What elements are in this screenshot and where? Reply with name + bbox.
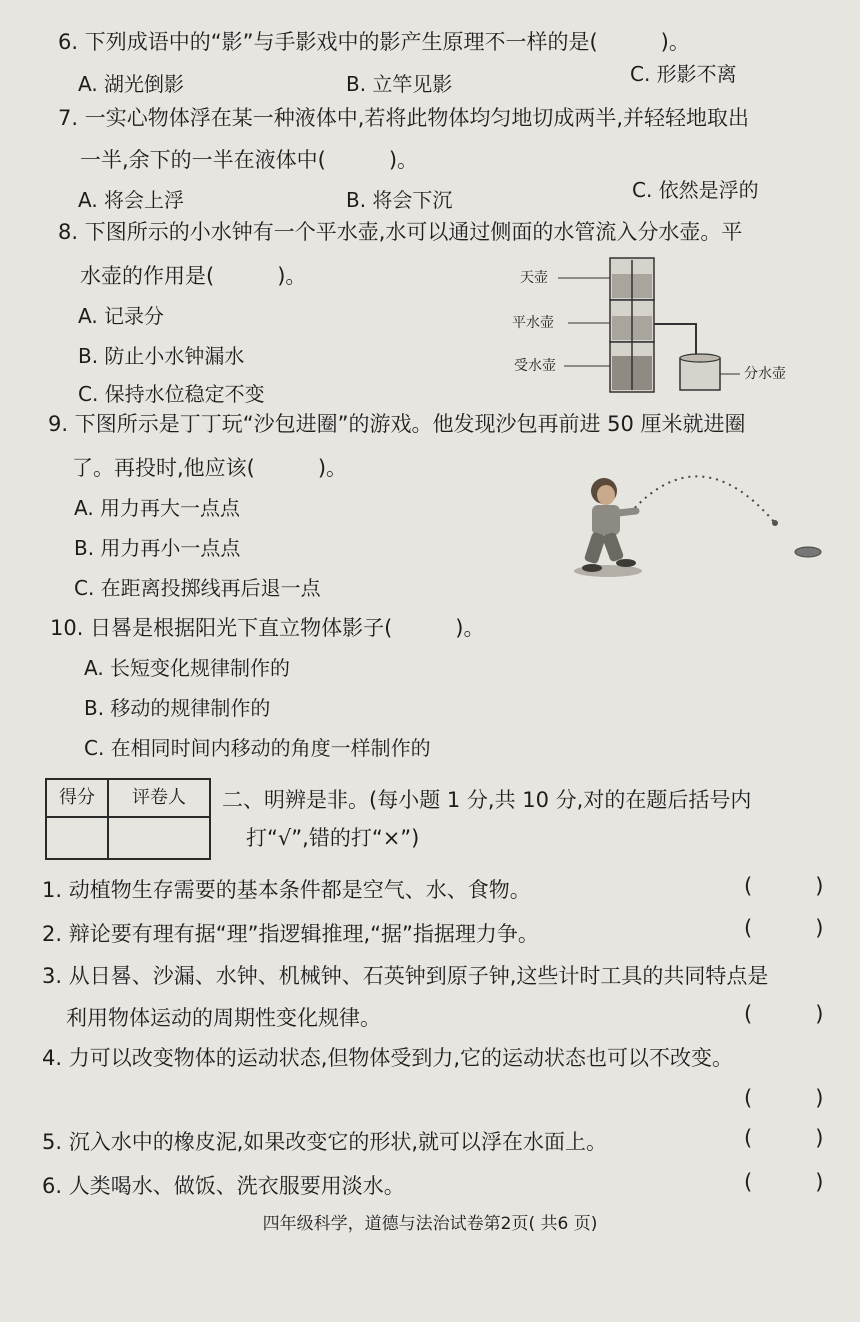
question-8-option-c: C. 保持水位稳定不变 [78,382,265,406]
question-7-option-b: B. 将会下沉 [346,188,453,212]
section-2-title-line1: 二、明辨是非。(每小题 1 分,共 10 分,对的在题后括号内 [222,788,752,812]
label-pingshuihu: 平水壶 [512,315,554,331]
sandbag-game-drawing [570,455,830,580]
label-shoushuihu: 受水壶 [514,358,556,374]
tf-item-4: 4. 力可以改变物体的运动状态,但物体受到力,它的运动状态也可以不改变。 [42,1046,734,1070]
tf-item-1: 1. 动植物生存需要的基本条件都是空气、水、食物。 [42,878,531,902]
question-7-option-a: A. 将会上浮 [78,188,185,212]
question-10-option-a: A. 长短变化规律制作的 [84,656,291,680]
tf-answer-1: ( ) [744,874,824,898]
question-10-stem: 10. 日晷是根据阳光下直立物体影子( )。 [50,616,485,640]
question-9-stem-line1: 9. 下图所示是丁丁玩“沙包进圈”的游戏。他发现沙包再前进 50 厘米就进圈 [48,412,746,436]
tf-answer-5: ( ) [744,1126,824,1150]
tf-answer-2: ( ) [744,916,824,940]
tf-answer-6: ( ) [744,1170,824,1194]
question-7-stem-line1: 7. 一实心物体浮在某一种液体中,若将此物体均匀地切成两半,并轻轻地取出 [58,106,750,130]
sandbag-game-figure [570,455,830,580]
question-8-option-a: A. 记录分 [78,304,165,328]
question-6-stem: 6. 下列成语中的“影”与手影戏中的影产生原理不一样的是( )。 [58,30,690,54]
question-6-option-c: C. 形影不离 [630,62,737,86]
grader-header: 评卷人 [109,780,209,818]
question-9-option-a: A. 用力再大一点点 [74,496,241,520]
question-7-stem-line2: 一半,余下的一半在液体中( )。 [80,148,419,172]
question-10-option-c: C. 在相同时间内移动的角度一样制作的 [84,736,431,760]
score-table [45,778,211,860]
question-8-stem-line1: 8. 下图所示的小水钟有一个平水壶,水可以通过侧面的水管流入分水壶。平 [58,220,743,244]
score-cell [47,818,109,858]
question-9-stem-line2: 了。再投时,他应该( )。 [72,456,348,480]
tf-answer-3: ( ) [744,1002,824,1026]
question-10-option-b: B. 移动的规律制作的 [84,696,271,720]
section-2-title-line2: 打“√”,错的打“×”) [246,826,420,850]
label-fenshuihu: 分水壶 [744,366,786,382]
tf-item-5: 5. 沉入水中的橡皮泥,如果改变它的形状,就可以浮在水面上。 [42,1130,608,1154]
question-6-option-a: A. 湖光倒影 [78,72,185,96]
water-clock-figure [500,250,820,400]
tf-answer-4: ( ) [744,1086,824,1110]
question-8-stem-line2: 水壶的作用是( )。 [80,264,307,288]
question-9-option-c: C. 在距离投掷线再后退一点 [74,576,321,600]
question-7-option-c: C. 依然是浮的 [632,178,759,202]
tf-item-3-line2: 利用物体运动的周期性变化规律。 [66,1006,381,1030]
tf-item-6: 6. 人类喝水、做饭、洗衣服要用淡水。 [42,1174,405,1198]
tf-item-2: 2. 辩论要有理有据“理”指逻辑推理,“据”指据理力争。 [42,922,539,946]
label-tianhu: 天壶 [520,270,548,286]
page-footer: 四年级科学，道德与法治试卷第2页( 共6 页) [262,1214,598,1234]
tf-item-3-line1: 3. 从日晷、沙漏、水钟、机械钟、石英钟到原子钟,这些计时工具的共同特点是 [42,964,769,988]
question-9-option-b: B. 用力再小一点点 [74,536,241,560]
question-8-option-b: B. 防止小水钟漏水 [78,344,245,368]
score-header: 得分 [47,780,109,818]
question-6-option-b: B. 立竿见影 [346,72,453,96]
